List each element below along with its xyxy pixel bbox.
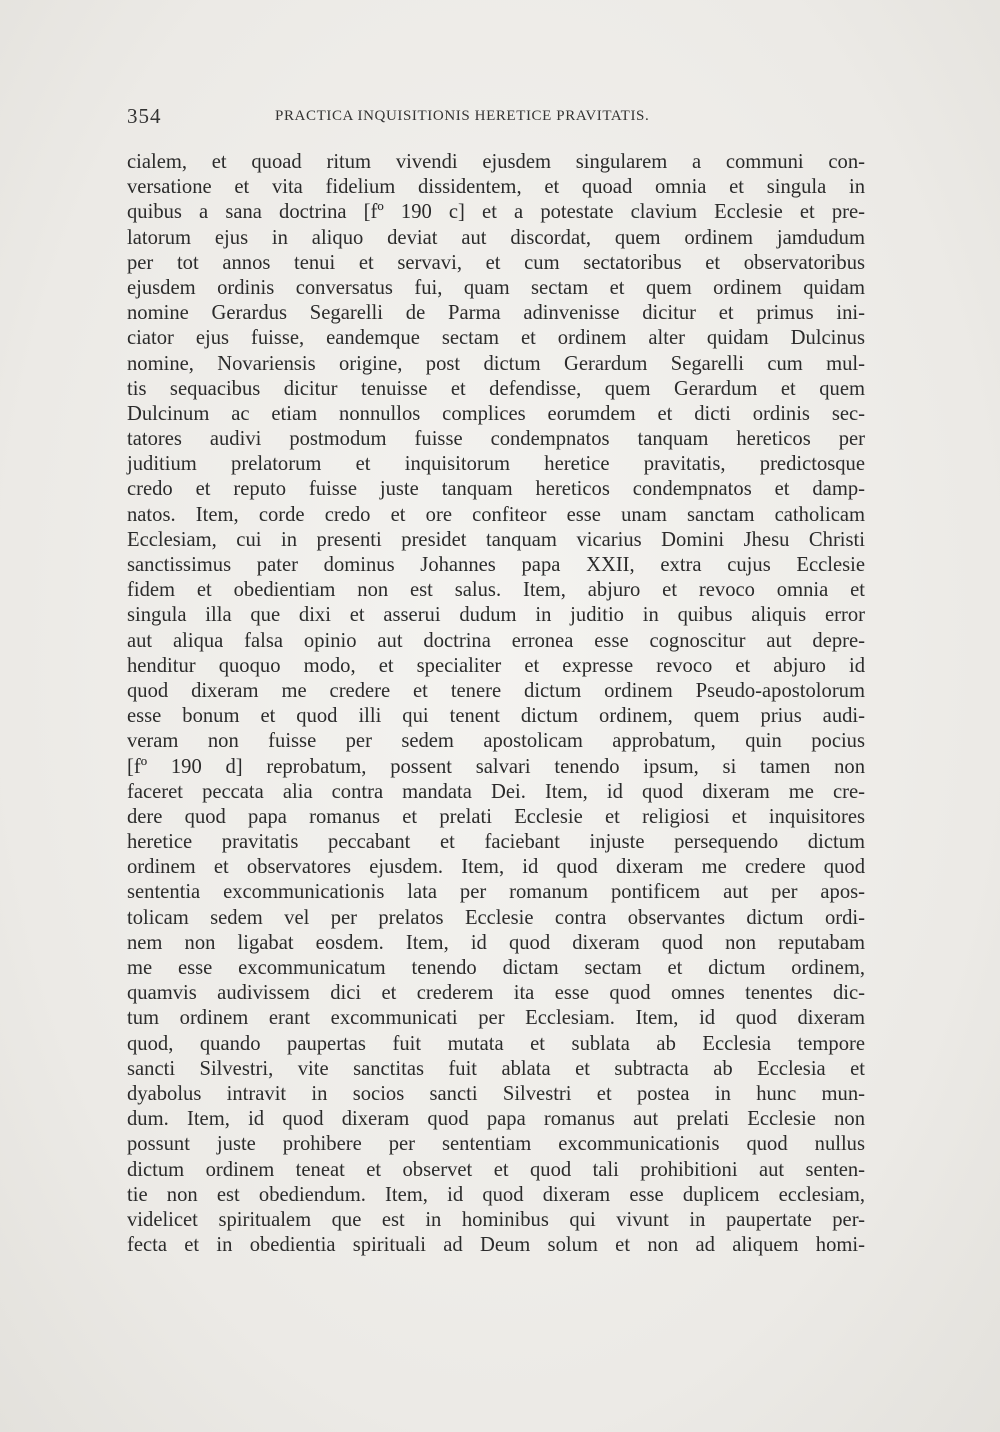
- text-line: credo et reputo fuisse juste tanquam hereticos condempnatos et damp-: [127, 478, 865, 501]
- text-line: esse bonum et quod illi qui tenent dictum ordinem, quem prius audi-: [127, 705, 865, 728]
- text-line: tis sequacibus dicitur tenuisse et defendisse, quem Gerardum et quem: [127, 377, 865, 400]
- text-line: nomine Gerardus Segarelli de Parma adinvenisse dicitur et primus ini-: [127, 302, 865, 325]
- text-line: quamvis audivissem dici et crederem ita esse quod omnes tenentes dic-: [127, 982, 865, 1005]
- text-line: juditium prelatorum et inquisitorum heretice pravitatis, predictosque: [127, 453, 865, 476]
- text-line: versatione et vita fidelium dissidentem, et quoad omnia et singula in: [127, 176, 865, 199]
- text-line: ordinem et observatores ejusdem. Item, id quod dixeram me credere quod: [127, 856, 865, 879]
- text-line: cialem, et quoad ritum vivendi ejusdem singularem a communi con-: [127, 151, 865, 173]
- text-line: tie non est obediendum. Item, id quod dixeram esse duplicem ecclesiam,: [127, 1183, 865, 1206]
- running-title: PRACTICA INQUISITIONIS HERETICE PRAVITATIS.: [275, 108, 650, 124]
- text-line: quod dixeram me credere et tenere dictum ordinem Pseudo-apostolorum: [127, 679, 865, 702]
- text-line: videlicet spiritualem que est in hominibus qui vivunt in paupertate per-: [127, 1208, 865, 1231]
- text-line: [fº 190 d] reprobatum, possent salvari tenendo ipsum, si tamen non: [127, 755, 865, 778]
- text-line: ciator ejus fuisse, eandemque sectam et ordinem alter quidam Dulcinus: [127, 327, 865, 350]
- text-line: henditur quoquo modo, et specialiter et expresse revoco et abjuro id: [127, 654, 865, 677]
- text-line: Dulcinum ac etiam nonnullos complices eorumdem et dicti ordinis sec-: [127, 402, 865, 425]
- text-line: quod, quando paupertas fuit mutata et sublata ab Ecclesia tempore: [127, 1032, 865, 1055]
- text-line: fidem et obedientiam non est salus. Item, abjuro et revoco omnia et: [127, 579, 865, 602]
- text-line: sententia excommunicationis lata per romanum pontificem aut per apos-: [127, 881, 865, 904]
- text-line: possunt juste prohibere per sententiam excommunicationis quod nullus: [127, 1133, 865, 1156]
- text-line: tolicam sedem vel per prelatos Ecclesie contra observantes dictum ordi-: [127, 906, 865, 929]
- text-line: nem non ligabat eosdem. Item, id quod dixeram quod non reputabam: [127, 931, 865, 954]
- text-line: ejusdem ordinis conversatus fui, quam sectam et quem ordinem quidam: [127, 276, 865, 299]
- text-line: Ecclesiam, cui in presenti presidet tanquam vicarius Domini Jhesu Christi: [127, 528, 865, 551]
- text-line: fecta et in obedientia spirituali ad Deum solum et non ad aliquem homi-: [127, 1234, 865, 1257]
- text-line: dyabolus intravit in socios sancti Silvestri et postea in hunc mun-: [127, 1082, 865, 1105]
- text-line: natos. Item, corde credo et ore confiteor esse unam sanctam catholicam: [127, 503, 865, 526]
- body-text: [127, 150, 865, 1258]
- text-line: tatores audivi postmodum fuisse condempnatos tanquam hereticos per: [127, 428, 865, 451]
- text-line: dictum ordinem teneat et observet et quod tali prohibitioni aut senten-: [127, 1158, 865, 1181]
- text-line: faceret peccata alia contra mandata Dei. Item, id quod dixeram me cre-: [127, 780, 865, 803]
- page-number: 354: [127, 104, 162, 128]
- text-line: sanctissimus pater dominus Johannes papa XXII, extra cujus Ecclesie: [127, 554, 865, 576]
- text-line: tum ordinem erant excommunicati per Ecclesiam. Item, id quod dixeram: [127, 1007, 865, 1030]
- text-line: veram non fuisse per sedem apostolicam approbatum, quin pocius: [127, 730, 865, 753]
- running-header: [127, 104, 865, 132]
- text-line: quibus a sana doctrina [fº 190 c] et a potestate clavium Ecclesie et pre-: [127, 201, 865, 224]
- text-line: per tot annos tenui et servavi, et cum sectatoribus et observatoribus: [127, 251, 865, 274]
- text-line: latorum ejus in aliquo deviat aut discordat, quem ordinem jamdudum: [127, 226, 865, 249]
- text-line: nomine, Novariensis origine, post dictum Gerardum Segarelli cum mul-: [127, 352, 865, 375]
- text-line: aut aliqua falsa opinio aut doctrina erronea esse cognoscitur aut depre-: [127, 629, 865, 652]
- text-line: sancti Silvestri, vite sanctitas fuit ablata et subtracta ab Ecclesia et: [127, 1057, 865, 1080]
- text-line: dere quod papa romanus et prelati Ecclesie et religiosi et inquisitores: [127, 805, 865, 828]
- text-line: heretice pravitatis peccabant et faciebant injuste persequendo dictum: [127, 831, 865, 854]
- text-line: singula illa que dixi et asserui dudum in juditio in quibus aliquis error: [127, 604, 865, 627]
- text-line: me esse excommunicatum tenendo dictam sectam et dictum ordinem,: [127, 957, 865, 979]
- text-line: dum. Item, id quod dixeram quod papa romanus aut prelati Ecclesie non: [127, 1108, 865, 1131]
